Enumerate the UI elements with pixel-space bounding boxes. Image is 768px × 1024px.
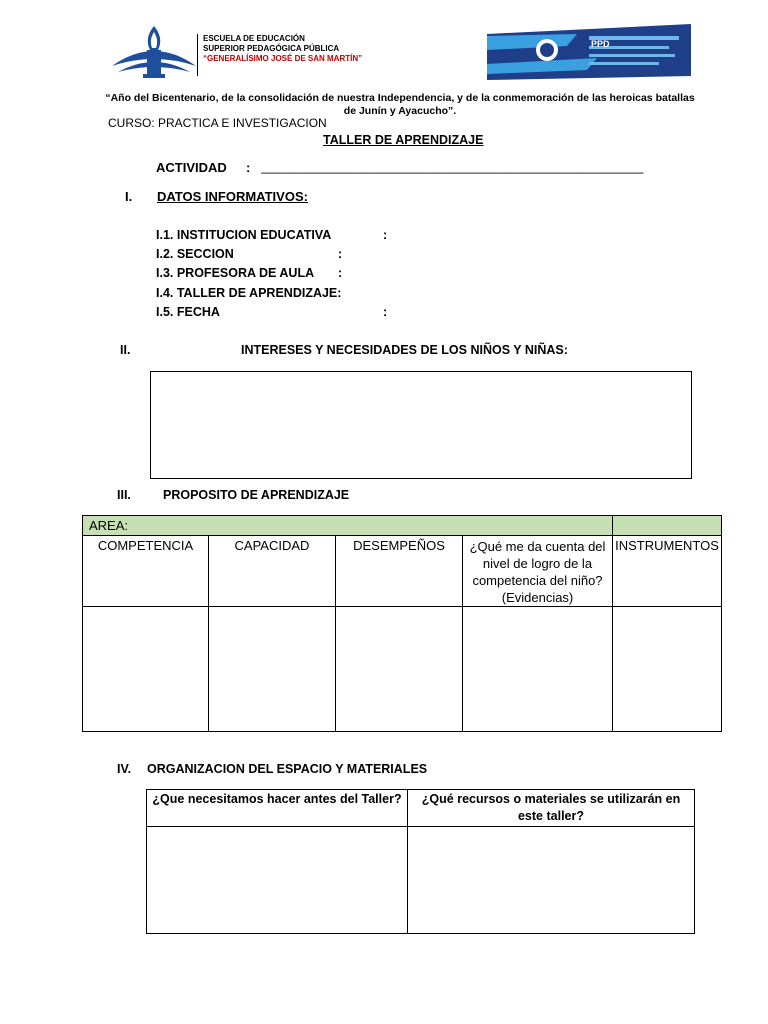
school-name-line3: “GENERALÍSIMO JOSÉ DE SAN MARTÍN” [203,54,363,63]
field-profesora-colon: : [338,266,343,280]
area-row [83,516,722,536]
school-name-line2: SUPERIOR PEDAGÓGICA PÚBLICA [203,44,340,53]
section4-title: ORGANIZACION DEL ESPACIO Y MATERIALES [147,762,428,776]
page-title: TALLER DE APRENDIZAJE [323,133,484,147]
col-header-desempenos: DESEMPEÑOS [336,536,463,607]
section3-title: PROPOSITO DE APRENDIZAJE [163,488,350,502]
field-institucion-colon: : [383,228,388,242]
field-profesora-label: I.3. PROFESORA DE AULA [156,266,315,280]
cell-competencia[interactable] [83,607,209,732]
area-cell[interactable] [83,516,613,536]
table-row [83,607,722,732]
section1-number: I. [125,189,133,204]
section1-title: DATOS INFORMATIVOS: [157,189,308,204]
program-logo-text: PPD [591,39,610,49]
school-logo [108,22,408,84]
school-emblem-icon [108,22,200,84]
area-label: AREA: [89,518,129,533]
motto [100,92,700,118]
actividad-colon: : [246,160,251,175]
cell-evidencias[interactable] [463,607,613,732]
field-seccion-label: I.2. SECCION [156,247,234,261]
col-header-capacidad: CAPACIDAD [209,536,336,607]
logo-divider [197,34,198,76]
col-header-competencia: COMPETENCIA [83,536,209,607]
materiales-table [146,789,695,934]
school-name-line1: ESCUELA DE EDUCACIÓN [203,34,305,43]
actividad-input-line[interactable]: _______________________________________________________ [261,160,644,174]
intereses-textbox[interactable] [150,371,692,479]
col-header-recursos: ¿Qué recursos o materiales se utilizarán en este taller? [408,790,695,827]
field-fecha-colon: : [383,305,388,319]
proposito-table [82,515,722,732]
cell-recursos[interactable] [408,827,695,934]
cell-antes[interactable] [147,827,408,934]
field-taller-label: I.4. TALLER DE APRENDIZAJE: [156,286,342,300]
field-fecha-label: I.5. FECHA [156,305,220,319]
actividad-label: ACTIVIDAD [156,160,227,175]
col-header-antes: ¿Que necesitamos hacer antes del Taller? [147,790,408,827]
field-institucion-label: I.1. INSTITUCION EDUCATIVA [156,228,332,242]
program-logo [487,24,691,80]
col-header-instrumentos: INSTRUMENTOS [613,536,722,607]
section3-number: III. [117,488,131,502]
area-extra-cell [613,516,722,536]
cell-desempenos[interactable] [336,607,463,732]
cell-instrumentos[interactable] [613,607,722,732]
header-row [147,790,695,827]
section4-number: IV. [117,762,132,776]
cell-capacidad[interactable] [209,607,336,732]
motto-line1: “Año del Bicentenario, de la consolidación de nuestra Independencia, y de la conmemoración de las heroicas batallas [105,92,695,104]
section2-title: INTERESES Y NECESIDADES DE LOS NIÑOS Y NIÑAS: [241,343,568,357]
curso-label: CURSO: PRACTICA E INVESTIGACION [108,116,327,130]
program-banner-icon [487,24,691,80]
table-row [147,827,695,934]
col-header-evidencias: ¿Qué me da cuenta del nivel de logro de la competencia del niño? (Evidencias) [463,536,613,607]
field-seccion-colon: : [338,247,343,261]
motto-line2: de Junín y Ayacucho”. [343,105,457,117]
section2-number: II. [120,343,131,357]
header-row [83,536,722,607]
